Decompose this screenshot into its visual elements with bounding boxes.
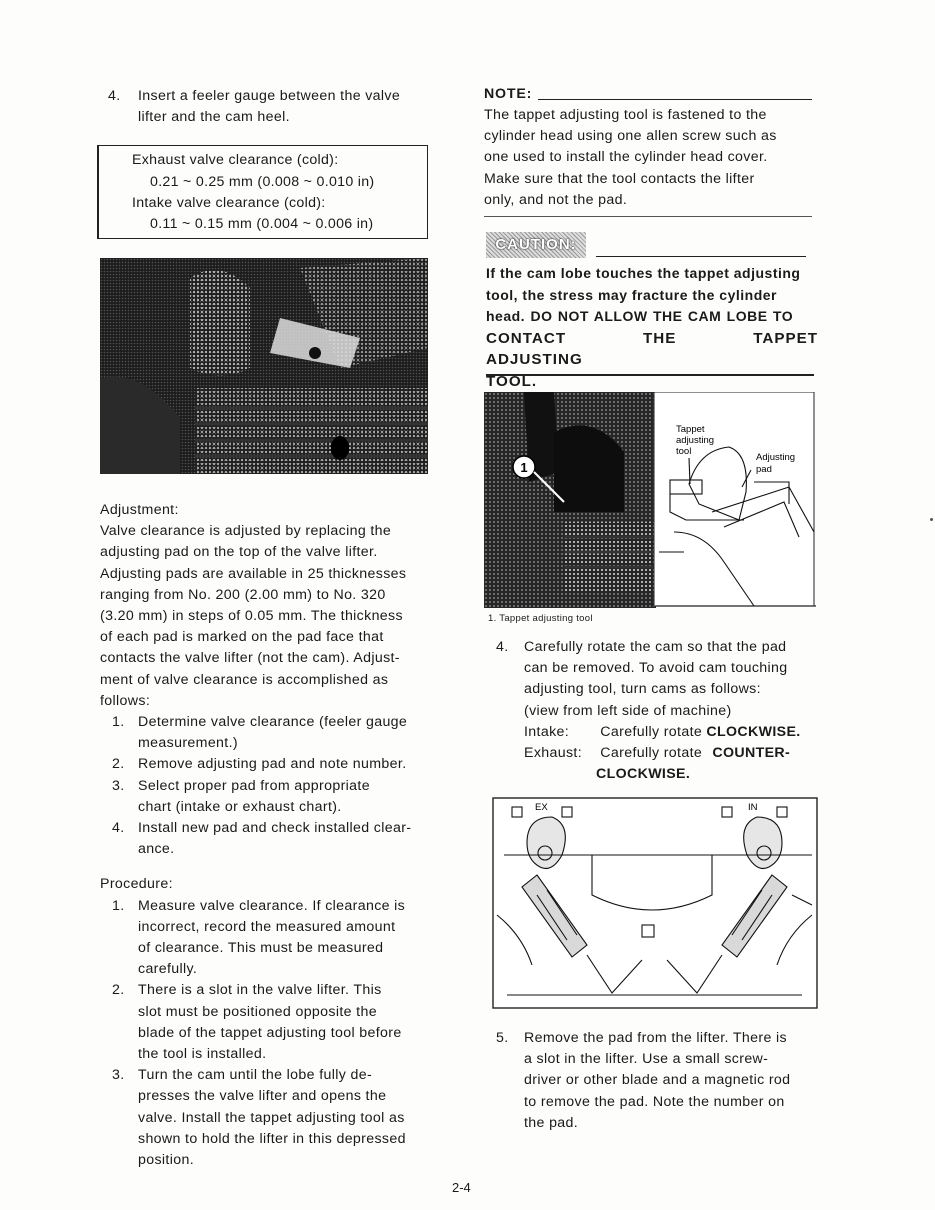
item-line: the tool is installed. bbox=[138, 1046, 267, 1063]
step-number: 5. bbox=[496, 1030, 509, 1046]
exhaust-clearance-label: Exhaust valve clearance (cold): bbox=[132, 152, 339, 168]
item-line: blade of the tappet adjusting tool before bbox=[138, 1024, 402, 1041]
step-line: a slot in the lifter. Use a small screw- bbox=[524, 1051, 769, 1068]
adjustment-heading: Adjustment: bbox=[100, 502, 179, 518]
procedure-item bbox=[100, 1065, 432, 1171]
adjustment-item bbox=[100, 776, 432, 818]
item-number: 4. bbox=[112, 820, 125, 837]
left-step-4 bbox=[100, 86, 430, 128]
para-line: ranging from No. 200 (2.00 mm) to No. 320 bbox=[100, 586, 386, 603]
note-body bbox=[484, 105, 818, 211]
step-line: adjusting tool, turn cams as follows: bbox=[524, 681, 761, 698]
item-line: There is a slot in the valve lifter. This bbox=[138, 982, 382, 999]
caution-line: If the cam lobe touches the tappet adjusting bbox=[486, 265, 801, 281]
item-number: 1. bbox=[112, 714, 125, 731]
item-line: Turn the cam until the lobe fully de- bbox=[138, 1067, 373, 1084]
intake-direction: CLOCKWISE. bbox=[706, 723, 801, 740]
item-number: 3. bbox=[112, 777, 125, 794]
note-line: The tappet adjusting tool is fastened to the bbox=[484, 107, 767, 123]
right-step-4 bbox=[496, 637, 822, 785]
step-number: 4. bbox=[108, 88, 121, 104]
adjustment-item bbox=[100, 818, 432, 860]
note-line: one used to install the cylinder head cover. bbox=[484, 149, 768, 166]
item-line: Determine valve clearance (feeler gauge bbox=[138, 714, 408, 731]
para-line: (3.20 mm) in steps of 0.05 mm. The thickness bbox=[100, 608, 403, 625]
label-exhaust: EX bbox=[535, 802, 548, 813]
note-rule bbox=[538, 99, 812, 100]
caution-line: CONTACT THE TAPPET ADJUSTING bbox=[486, 329, 818, 368]
item-line: Install new pad and check installed clear- bbox=[138, 820, 412, 837]
item-line: Remove adjusting pad and note number. bbox=[138, 756, 407, 773]
adjustment-section bbox=[100, 500, 432, 1171]
adjustment-item bbox=[100, 712, 432, 754]
para-line: follows: bbox=[100, 692, 151, 709]
item-line: position. bbox=[138, 1152, 194, 1169]
caution-line: TOOL. bbox=[486, 372, 538, 390]
item-line: slot must be positioned opposite the bbox=[138, 1003, 377, 1020]
cam-rotation-diagram bbox=[492, 795, 818, 1015]
item-number: 2. bbox=[112, 982, 125, 999]
intake-text: Carefully rotate bbox=[600, 723, 703, 740]
item-line: of clearance. This must be measured bbox=[138, 940, 384, 957]
exhaust-text: Carefully rotate bbox=[600, 745, 703, 762]
label-intake: IN bbox=[748, 802, 758, 813]
step-line: Remove the pad from the lifter. There is bbox=[524, 1030, 787, 1046]
label-tappet-tool-2: adjusting bbox=[676, 435, 715, 446]
procedure-item bbox=[100, 896, 432, 981]
caution-rule bbox=[596, 256, 806, 257]
scan-speck bbox=[930, 518, 933, 521]
step-number: 4. bbox=[496, 639, 509, 655]
exhaust-direction-row bbox=[524, 743, 822, 764]
caution-badge: CAUTION: bbox=[486, 232, 586, 258]
item-line: incorrect, record the measured amount bbox=[138, 918, 396, 935]
para-line: ment of valve clearance is accomplished as bbox=[100, 671, 389, 688]
note-line: only, and not the pad. bbox=[484, 191, 628, 208]
item-number: 2. bbox=[112, 756, 125, 773]
label-adjusting-pad-2: pad bbox=[756, 464, 772, 475]
right-step-5 bbox=[496, 1028, 822, 1134]
para-line: adjusting pad on the top of the valve lifter. bbox=[100, 544, 378, 561]
item-line: presses the valve lifter and opens the bbox=[138, 1088, 387, 1105]
para-line: Valve clearance is adjusted by replacing the bbox=[100, 523, 392, 540]
cam-rotation-figure bbox=[492, 795, 818, 1015]
note-heading: NOTE: bbox=[484, 86, 533, 102]
para-line: Adjusting pads are available in 25 thicknesses bbox=[100, 565, 407, 582]
step-line: lifter and the cam heel. bbox=[138, 109, 290, 126]
figure-caption: 1. Tappet adjusting tool bbox=[488, 613, 593, 624]
note-line: Make sure that the tool contacts the lifter bbox=[484, 170, 755, 187]
label-tappet-tool-1: Tappet bbox=[676, 424, 705, 435]
step-line: can be removed. To avoid cam touching bbox=[524, 660, 788, 677]
exhaust-direction-1: COUNTER- bbox=[712, 745, 791, 762]
label-tappet-tool-3: tool bbox=[676, 446, 692, 457]
para-line: contacts the valve lifter (not the cam). Adjust- bbox=[100, 650, 400, 667]
note-bottom-rule bbox=[484, 216, 812, 217]
procedure-item bbox=[100, 980, 432, 1065]
note-line: cylinder head using one allen screw such as bbox=[484, 128, 777, 145]
intake-label: Intake: bbox=[524, 723, 570, 740]
clearance-spec-box bbox=[97, 145, 428, 239]
para-line: of each pad is marked on the pad face that bbox=[100, 629, 384, 646]
figure-callout-1: 1 bbox=[520, 460, 528, 475]
step-line: (view from left side of machine) bbox=[524, 702, 732, 719]
step-line: to remove the pad. Note the number on bbox=[524, 1093, 785, 1110]
item-line: measurement.) bbox=[138, 735, 238, 752]
caution-line: tool, the stress may fracture the cylinder bbox=[486, 286, 777, 303]
item-line: valve. Install the tappet adjusting tool as bbox=[138, 1109, 405, 1126]
item-line: shown to hold the lifter in this depressed bbox=[138, 1130, 406, 1147]
intake-clearance-label: Intake valve clearance (cold): bbox=[132, 195, 326, 211]
exhaust-direction-2: CLOCKWISE. bbox=[596, 766, 691, 783]
adjustment-item bbox=[100, 754, 432, 775]
caution-bottom-rule bbox=[486, 374, 814, 376]
item-line: carefully. bbox=[138, 961, 198, 978]
tappet-tool-illustration bbox=[484, 392, 816, 608]
item-number: 3. bbox=[112, 1067, 125, 1084]
item-line: chart (intake or exhaust chart). bbox=[138, 798, 342, 815]
label-adjusting-pad-1: Adjusting bbox=[756, 452, 796, 463]
item-line: ance. bbox=[138, 841, 175, 858]
step-line: driver or other blade and a magnetic rod bbox=[524, 1072, 791, 1089]
engine-photo-illustration bbox=[100, 258, 428, 474]
exhaust-label: Exhaust: bbox=[524, 745, 583, 762]
intake-direction-row bbox=[524, 722, 822, 743]
caution-line: head. DO NOT ALLOW THE CAM LOBE TO bbox=[486, 308, 794, 324]
caution-body bbox=[486, 263, 818, 392]
exhaust-clearance-value: 0.21 ~ 0.25 mm (0.008 ~ 0.010 in) bbox=[150, 174, 375, 190]
step-line: the pad. bbox=[524, 1114, 579, 1131]
step-line: Insert a feeler gauge between the valve bbox=[138, 88, 401, 104]
intake-clearance-value: 0.11 ~ 0.15 mm (0.004 ~ 0.006 in) bbox=[150, 216, 374, 232]
tappet-tool-figure bbox=[484, 392, 816, 608]
feeler-gauge-photo bbox=[100, 258, 428, 474]
item-number: 1. bbox=[112, 897, 125, 914]
step-line: Carefully rotate the cam so that the pad bbox=[524, 639, 787, 655]
item-line: Measure valve clearance. If clearance is bbox=[138, 897, 406, 914]
item-line: Select proper pad from appropriate bbox=[138, 777, 370, 794]
page-number: 2-4 bbox=[452, 1180, 471, 1195]
procedure-heading: Procedure: bbox=[100, 876, 173, 893]
